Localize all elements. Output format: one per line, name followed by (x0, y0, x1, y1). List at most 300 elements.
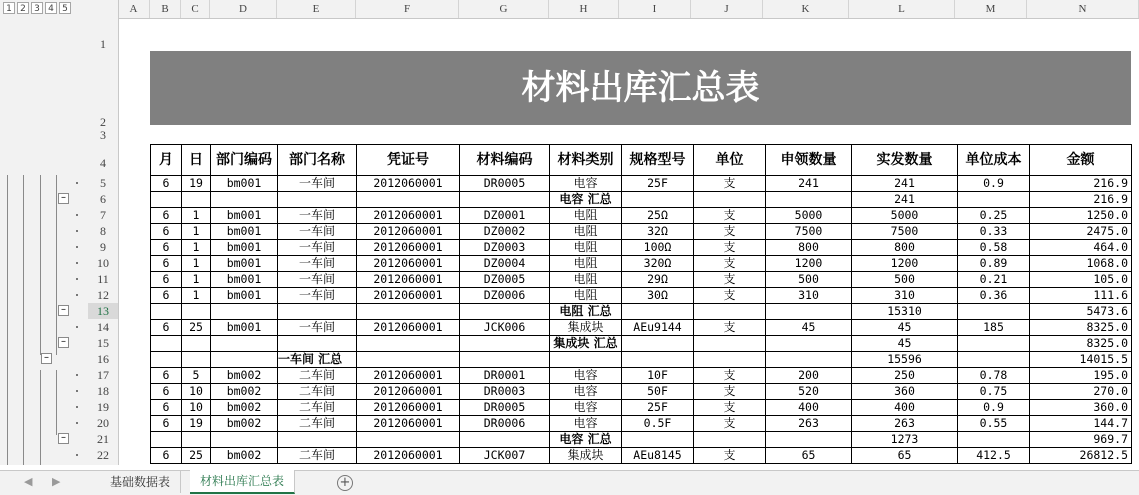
row-header-14[interactable]: 14 (97, 320, 109, 334)
column-header-B[interactable]: B (150, 0, 181, 18)
table-cell[interactable] (766, 304, 852, 320)
minus-box-icon[interactable]: – (58, 305, 69, 316)
column-header-M[interactable]: M (955, 0, 1027, 18)
table-cell[interactable]: 6 (151, 400, 182, 416)
table-cell[interactable]: 1068.0 (1030, 256, 1132, 272)
table-cell[interactable]: 一车间 (278, 240, 357, 256)
column-header-N[interactable]: N (1027, 0, 1139, 18)
table-cell[interactable]: 2012060001 (357, 288, 460, 304)
table-cell[interactable]: 2012060001 (357, 240, 460, 256)
table-cell[interactable]: 111.6 (1030, 288, 1132, 304)
table-cell[interactable] (958, 304, 1030, 320)
table-cell[interactable]: bm001 (211, 288, 278, 304)
group-total-amount[interactable]: 5473.6 (1030, 304, 1132, 320)
table-row (151, 256, 1132, 272)
table-cell[interactable]: DZ0001 (460, 208, 550, 224)
table-cell[interactable] (622, 336, 694, 352)
table-cell[interactable]: 电容 (550, 400, 622, 416)
table-cell[interactable]: 6 (151, 240, 182, 256)
table-cell[interactable] (694, 352, 766, 368)
table-cell[interactable]: 6 (151, 416, 182, 432)
table-cell[interactable]: 1 (182, 256, 211, 272)
table-cell[interactable]: 支 (694, 320, 766, 336)
row-header-6[interactable]: 6 (100, 192, 106, 206)
column-title: 凭证号 (357, 145, 460, 176)
table-cell[interactable]: bm001 (211, 208, 278, 224)
table-cell[interactable]: 320Ω (622, 256, 694, 272)
column-header-L[interactable]: L (849, 0, 955, 18)
table-cell[interactable]: 216.9 (1030, 176, 1132, 192)
table-cell[interactable]: 500 (852, 272, 958, 288)
table-cell[interactable]: 2012060001 (357, 272, 460, 288)
row-header-13[interactable]: 13 (88, 303, 118, 319)
table-cell[interactable]: 2012060001 (357, 224, 460, 240)
table-cell[interactable]: 185 (958, 320, 1030, 336)
group-total-qty[interactable]: 15596 (852, 352, 958, 368)
table-cell[interactable]: 0.55 (958, 416, 1030, 432)
column-header-A[interactable]: A (118, 0, 150, 18)
table-cell[interactable]: 2012060001 (357, 416, 460, 432)
column-header-I[interactable]: I (619, 0, 691, 18)
table-cell[interactable]: 电阻 (550, 240, 622, 256)
column-header-G[interactable]: G (459, 0, 549, 18)
table-cell[interactable]: 6 (151, 288, 182, 304)
group-total-amount[interactable]: 8325.0 (1030, 336, 1132, 352)
minus-box-icon[interactable]: – (41, 353, 52, 364)
table-cell[interactable] (460, 432, 550, 448)
table-cell[interactable]: 2012060001 (357, 384, 460, 400)
table-cell[interactable] (958, 192, 1030, 208)
table-cell[interactable]: 25 (182, 320, 211, 336)
table-cell[interactable]: DR0006 (460, 416, 550, 432)
column-header-J[interactable]: J (691, 0, 763, 18)
table-cell[interactable]: 一车间 (278, 256, 357, 272)
group-total-label[interactable]: 一车间 汇总 (278, 352, 357, 368)
table-row (151, 272, 1132, 288)
column-header-K[interactable]: K (763, 0, 849, 18)
sheet-tab-bar (0, 470, 1139, 495)
table-cell[interactable]: 0.25 (958, 208, 1030, 224)
table-cell[interactable] (182, 336, 211, 352)
table-cell[interactable]: bm002 (211, 400, 278, 416)
table-cell[interactable]: 支 (694, 256, 766, 272)
outline-dot (76, 454, 78, 456)
table-cell[interactable] (211, 192, 278, 208)
table-cell[interactable] (766, 192, 852, 208)
table-cell[interactable]: bm002 (211, 368, 278, 384)
table-cell[interactable] (357, 352, 460, 368)
column-header-H[interactable]: H (549, 0, 619, 18)
row-header-15[interactable]: 15 (97, 336, 109, 350)
table-cell[interactable] (211, 336, 278, 352)
table-cell[interactable]: DZ0002 (460, 224, 550, 240)
table-cell[interactable]: DR0003 (460, 384, 550, 400)
table-cell[interactable]: 电阻 (550, 224, 622, 240)
table-cell[interactable]: 400 (766, 400, 852, 416)
table-cell[interactable]: 1250.0 (1030, 208, 1132, 224)
table-cell[interactable] (958, 432, 1030, 448)
table-row (151, 384, 1132, 400)
table-cell[interactable]: 310 (766, 288, 852, 304)
table-cell[interactable]: 1 (182, 288, 211, 304)
table-cell[interactable]: 25F (622, 176, 694, 192)
table-cell[interactable] (211, 304, 278, 320)
triangle-right-icon[interactable]: ▶ (52, 475, 61, 488)
table-cell[interactable]: 1 (182, 224, 211, 240)
group-total-qty[interactable]: 15310 (852, 304, 958, 320)
table-cell[interactable]: 6 (151, 176, 182, 192)
table-cell[interactable] (182, 352, 211, 368)
table-cell[interactable] (766, 352, 852, 368)
outline-level-5-button[interactable]: 5 (59, 2, 71, 14)
table-cell[interactable]: 一车间 (278, 272, 357, 288)
table-cell[interactable]: 电阻 (550, 272, 622, 288)
table-cell[interactable]: 电阻 (550, 288, 622, 304)
table-cell[interactable]: 二车间 (278, 448, 357, 464)
table-cell[interactable]: 2012060001 (357, 448, 460, 464)
table-cell[interactable]: 500 (766, 272, 852, 288)
table-cell[interactable]: 1200 (852, 256, 958, 272)
table-cell[interactable]: 支 (694, 416, 766, 432)
table-cell[interactable]: 二车间 (278, 368, 357, 384)
table-cell[interactable]: 5000 (852, 208, 958, 224)
table-cell[interactable]: DR0005 (460, 176, 550, 192)
row-header-1[interactable]: 1 (100, 37, 106, 51)
table-cell[interactable] (622, 192, 694, 208)
table-cell[interactable]: DZ0004 (460, 256, 550, 272)
table-cell[interactable]: 6 (151, 256, 182, 272)
row-header-10[interactable]: 10 (97, 256, 109, 270)
table-cell[interactable] (211, 432, 278, 448)
table-cell[interactable]: DR0005 (460, 400, 550, 416)
column-title: 规格型号 (622, 145, 694, 176)
group-total-label[interactable]: 电容 汇总 (550, 432, 622, 448)
table-cell[interactable] (622, 352, 694, 368)
table-cell[interactable]: 6 (151, 368, 182, 384)
table-cell[interactable] (460, 304, 550, 320)
group-total-amount[interactable]: 969.7 (1030, 432, 1132, 448)
table-cell[interactable] (766, 336, 852, 352)
table-cell[interactable] (694, 304, 766, 320)
table-cell[interactable]: 电阻 (550, 256, 622, 272)
table-cell[interactable]: 电容 (550, 176, 622, 192)
table-cell[interactable]: 195.0 (1030, 368, 1132, 384)
table-cell[interactable]: 8325.0 (1030, 320, 1132, 336)
row-header-22[interactable]: 22 (97, 448, 109, 462)
table-cell[interactable]: 二车间 (278, 400, 357, 416)
row-header-18[interactable]: 18 (97, 384, 109, 398)
minus-box-icon[interactable]: – (58, 433, 69, 444)
table-cell[interactable] (182, 432, 211, 448)
table-cell[interactable]: 集成块 (550, 320, 622, 336)
table-cell[interactable]: DZ0005 (460, 272, 550, 288)
table-cell[interactable]: 263 (766, 416, 852, 432)
table-cell[interactable] (694, 432, 766, 448)
table-cell[interactable] (151, 352, 182, 368)
row-header-5[interactable]: 5 (100, 176, 106, 190)
table-cell[interactable]: 支 (694, 368, 766, 384)
table-cell[interactable] (151, 192, 182, 208)
table-cell[interactable] (694, 336, 766, 352)
row-header-3[interactable]: 3 (100, 128, 106, 142)
table-cell[interactable]: 360 (852, 384, 958, 400)
table-cell[interactable]: 0.89 (958, 256, 1030, 272)
table-cell[interactable]: 200 (766, 368, 852, 384)
table-row (151, 176, 1132, 192)
table-cell[interactable] (357, 432, 460, 448)
table-cell[interactable] (958, 336, 1030, 352)
table-cell[interactable] (958, 352, 1030, 368)
table-cell[interactable]: 2012060001 (357, 256, 460, 272)
table-cell[interactable] (460, 336, 550, 352)
table-cell[interactable]: 241 (766, 176, 852, 192)
table-cell[interactable]: 6 (151, 320, 182, 336)
group-total-label[interactable]: 电容 汇总 (550, 192, 622, 208)
table-cell[interactable]: 30Ω (622, 288, 694, 304)
table-cell[interactable]: 32Ω (622, 224, 694, 240)
table-cell[interactable]: 一车间 (278, 176, 357, 192)
table-cell[interactable]: 520 (766, 384, 852, 400)
table-cell[interactable]: 25 (182, 448, 211, 464)
table-cell[interactable]: 270.0 (1030, 384, 1132, 400)
table-cell[interactable] (766, 432, 852, 448)
table-cell[interactable]: 10 (182, 384, 211, 400)
outline-level-4-button[interactable]: 4 (45, 2, 57, 14)
table-cell[interactable]: 105.0 (1030, 272, 1132, 288)
row-header-11[interactable]: 11 (97, 272, 109, 286)
column-title: 金额 (1030, 145, 1132, 176)
table-cell[interactable]: 1 (182, 208, 211, 224)
table-cell[interactable] (278, 432, 357, 448)
table-cell[interactable]: 400 (852, 400, 958, 416)
table-cell[interactable]: bm002 (211, 416, 278, 432)
table-cell[interactable]: 6 (151, 448, 182, 464)
table-cell[interactable]: 0.21 (958, 272, 1030, 288)
group-total-label[interactable]: 电阻 汇总 (550, 304, 622, 320)
group-total-qty[interactable]: 45 (852, 336, 958, 352)
table-cell[interactable]: bm001 (211, 320, 278, 336)
column-header-C[interactable]: C (181, 0, 210, 18)
table-cell[interactable]: 2012060001 (357, 400, 460, 416)
table-cell[interactable]: 0.75 (958, 384, 1030, 400)
outline-bracket (40, 370, 41, 470)
row-header-19[interactable]: 19 (97, 400, 109, 414)
table-cell[interactable]: 144.7 (1030, 416, 1132, 432)
table-cell[interactable] (460, 352, 550, 368)
table-cell[interactable]: AEu9144 (622, 320, 694, 336)
row-header-21[interactable]: 21 (97, 432, 109, 446)
table-cell[interactable]: bm001 (211, 176, 278, 192)
table-cell[interactable]: 电阻 (550, 208, 622, 224)
table-cell[interactable] (694, 192, 766, 208)
table-cell[interactable]: 5000 (766, 208, 852, 224)
table-cell[interactable]: 二车间 (278, 416, 357, 432)
outline-dot (76, 278, 78, 280)
table-cell[interactable] (182, 192, 211, 208)
row-header-20[interactable]: 20 (97, 416, 109, 430)
table-cell[interactable]: 支 (694, 176, 766, 192)
table-cell[interactable]: 一车间 (278, 320, 357, 336)
table-cell[interactable]: 360.0 (1030, 400, 1132, 416)
table-cell[interactable]: 支 (694, 288, 766, 304)
table-cell[interactable]: 45 (766, 320, 852, 336)
table-cell[interactable] (211, 352, 278, 368)
table-cell[interactable] (460, 192, 550, 208)
sheet-tab-material-summary[interactable]: 材料出库汇总表 (190, 470, 295, 494)
outline-level-1-button[interactable]: 1 (3, 2, 15, 14)
group-total-qty[interactable]: 1273 (852, 432, 958, 448)
table-cell[interactable]: JCK007 (460, 448, 550, 464)
group-total-label[interactable]: 集成块 汇总 (550, 336, 622, 352)
row-header-8[interactable]: 8 (100, 224, 106, 238)
table-cell[interactable]: 250 (852, 368, 958, 384)
table-cell[interactable]: DZ0003 (460, 240, 550, 256)
table-cell[interactable]: 800 (766, 240, 852, 256)
table-cell[interactable] (182, 304, 211, 320)
table-cell[interactable]: 800 (852, 240, 958, 256)
table-cell[interactable]: JCK006 (460, 320, 550, 336)
table-cell[interactable]: 65 (852, 448, 958, 464)
sheet-tab-basic-data[interactable]: 基础数据表 (100, 471, 181, 493)
table-cell[interactable]: 一车间 (278, 208, 357, 224)
table-cell[interactable]: 5 (182, 368, 211, 384)
table-cell[interactable]: 1 (182, 240, 211, 256)
minus-box-icon[interactable]: – (58, 193, 69, 204)
table-cell[interactable] (151, 336, 182, 352)
table-cell[interactable]: 100Ω (622, 240, 694, 256)
table-cell[interactable]: 0.58 (958, 240, 1030, 256)
table-cell[interactable]: 1200 (766, 256, 852, 272)
report-title: 材料出库汇总表 (150, 51, 1131, 125)
table-cell[interactable]: 25Ω (622, 208, 694, 224)
table-cell[interactable] (151, 432, 182, 448)
table-cell[interactable]: 二车间 (278, 384, 357, 400)
group-total-amount[interactable]: 14015.5 (1030, 352, 1132, 368)
column-title: 月 (151, 145, 182, 176)
table-cell[interactable]: 10F (622, 368, 694, 384)
table-cell[interactable]: bm002 (211, 448, 278, 464)
table-cell[interactable]: AEu8145 (622, 448, 694, 464)
table-cell[interactable]: 电容 (550, 416, 622, 432)
table-cell[interactable]: 19 (182, 416, 211, 432)
table-cell[interactable]: 支 (694, 384, 766, 400)
row-header-16[interactable]: 16 (97, 352, 109, 366)
column-title: 单位成本 (958, 145, 1030, 176)
table-cell[interactable]: DZ0006 (460, 288, 550, 304)
table-cell[interactable]: bm001 (211, 272, 278, 288)
table-cell[interactable]: 65 (766, 448, 852, 464)
table-cell[interactable]: 支 (694, 448, 766, 464)
column-header-F[interactable]: F (356, 0, 459, 18)
table-cell[interactable]: 10 (182, 400, 211, 416)
row-header-2[interactable]: 2 (100, 115, 106, 129)
table-cell[interactable]: 241 (852, 176, 958, 192)
group-total-amount[interactable]: 216.9 (1030, 192, 1132, 208)
table-cell[interactable]: 412.5 (958, 448, 1030, 464)
table-cell[interactable]: 26812.5 (1030, 448, 1132, 464)
table-cell[interactable] (622, 432, 694, 448)
table-cell[interactable]: bm002 (211, 384, 278, 400)
table-cell[interactable] (357, 304, 460, 320)
outline-level-2-button[interactable]: 2 (17, 2, 29, 14)
table-cell[interactable]: 2012060001 (357, 368, 460, 384)
table-cell[interactable]: 6 (151, 384, 182, 400)
triangle-left-icon[interactable]: ◀ (24, 475, 33, 488)
table-cell[interactable]: 集成块 (550, 448, 622, 464)
outline-level-3-button[interactable]: 3 (31, 2, 43, 14)
table-cell[interactable] (278, 336, 357, 352)
table-cell[interactable] (278, 192, 357, 208)
table-cell[interactable]: bm001 (211, 224, 278, 240)
table-cell[interactable]: 6 (151, 208, 182, 224)
table-cell[interactable]: 支 (694, 240, 766, 256)
table-cell[interactable]: 电容 (550, 368, 622, 384)
table-cell[interactable]: 45 (852, 320, 958, 336)
plus-circle-icon[interactable]: + (337, 475, 353, 491)
minus-box-icon[interactable]: – (58, 337, 69, 348)
table-cell[interactable]: 6 (151, 272, 182, 288)
row-header-12[interactable]: 12 (97, 288, 109, 302)
table-cell[interactable]: 310 (852, 288, 958, 304)
table-cell[interactable]: bm001 (211, 256, 278, 272)
table-cell[interactable]: 1 (182, 272, 211, 288)
table-cell[interactable]: 0.9 (958, 176, 1030, 192)
table-cell[interactable]: 0.78 (958, 368, 1030, 384)
table-cell[interactable]: 电容 (550, 384, 622, 400)
table-cell[interactable] (357, 192, 460, 208)
table-cell[interactable]: 7500 (766, 224, 852, 240)
group-total-qty[interactable]: 241 (852, 192, 958, 208)
table-cell[interactable]: 2012060001 (357, 208, 460, 224)
row-header-17[interactable]: 17 (97, 368, 109, 382)
table-cell[interactable]: 一车间 (278, 288, 357, 304)
table-cell[interactable]: 29Ω (622, 272, 694, 288)
table-cell[interactable]: 支 (694, 272, 766, 288)
table-cell[interactable]: 2012060001 (357, 320, 460, 336)
row-header-4[interactable]: 4 (100, 156, 106, 170)
table-cell[interactable]: bm001 (211, 240, 278, 256)
table-cell[interactable]: 263 (852, 416, 958, 432)
table-cell[interactable]: 支 (694, 208, 766, 224)
row-header-9[interactable]: 9 (100, 240, 106, 254)
row-header-7[interactable]: 7 (100, 208, 106, 222)
table-cell[interactable]: 19 (182, 176, 211, 192)
table-cell[interactable]: 2012060001 (357, 176, 460, 192)
column-header-E[interactable]: E (277, 0, 356, 18)
table-cell[interactable]: 2475.0 (1030, 224, 1132, 240)
table-cell[interactable] (550, 352, 622, 368)
table-cell[interactable]: 0.36 (958, 288, 1030, 304)
table-cell[interactable] (622, 304, 694, 320)
table-cell[interactable] (278, 304, 357, 320)
table-cell[interactable]: 0.9 (958, 400, 1030, 416)
table-cell[interactable]: 支 (694, 224, 766, 240)
table-cell[interactable] (357, 336, 460, 352)
table-cell[interactable]: 一车间 (278, 224, 357, 240)
outline-dot (76, 422, 78, 424)
table-cell[interactable]: 50F (622, 384, 694, 400)
table-cell[interactable]: 0.5F (622, 416, 694, 432)
table-cell[interactable] (151, 304, 182, 320)
table-cell[interactable]: 7500 (852, 224, 958, 240)
table-cell[interactable]: 25F (622, 400, 694, 416)
table-cell[interactable]: 0.33 (958, 224, 1030, 240)
table-cell[interactable]: 464.0 (1030, 240, 1132, 256)
table-cell[interactable]: 支 (694, 400, 766, 416)
table-cell[interactable]: DR0001 (460, 368, 550, 384)
column-header-D[interactable]: D (210, 0, 277, 18)
table-cell[interactable]: 6 (151, 224, 182, 240)
